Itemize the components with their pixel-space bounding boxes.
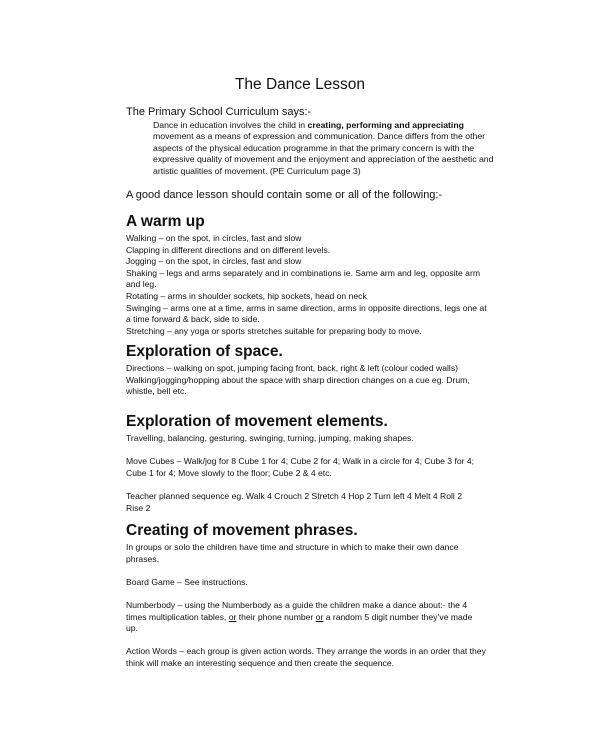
space-line: Directions – walking on spot, jumping facing front, back, right & left (colour coded walls) [126, 363, 458, 373]
numberbody-line [126, 612, 526, 624]
phrases-line: phrases. [126, 553, 159, 564]
sequence-line: Rise 2 [126, 502, 151, 513]
space-heading: Exploration of space. [126, 343, 283, 360]
document-title: The Dance Lesson [234, 76, 366, 93]
curriculum-quote-line-5: artistic qualities of movement. (PE Curriculum page 3) [153, 165, 361, 176]
space-line: whistle, bell etc. [126, 386, 187, 397]
movement-line: Travelling, balancing, gesturing, swinging, turning, jumping, making shapes. [126, 433, 414, 443]
action-words-line: think will make an interesting sequence and then create the sequence. [126, 657, 395, 668]
warm-up-line: Stretching – any yoga or sports stretches suitable for preparing body to move. [126, 325, 422, 336]
curriculum-quote-line-3: aspects of the physical education programme in that the primary concern is with the [153, 142, 475, 153]
warm-up-line: Jogging – on the spot, in circles, fast and slow [126, 256, 302, 267]
numberbody-line: up. [126, 623, 138, 634]
paragraph-gap [126, 565, 526, 577]
warm-up-line: Walking – on the spot, in circles, fast and slow [126, 233, 302, 243]
phrases-heading: Creating of movement phrases. [126, 522, 358, 539]
space-list [126, 363, 526, 398]
board-game-line: Board Game – See instructions. [126, 576, 248, 587]
paragraph-gap [126, 588, 526, 600]
action-words-line: Action Words – each group is given action words. They arrange the words in an order that they [126, 646, 486, 657]
move-cubes-line: Move Cubes – Walk/jog for 8 Cube 1 for 4; Cube 2 for 4; Walk in a circle for 4; Cube 3 for 4; [126, 456, 475, 467]
quote-bold-text: creating, performing and appreciating [307, 120, 464, 130]
warm-up-line: Swinging – arms one at a time, arms in same direction, arms in opposite directions, legs one at [126, 302, 487, 313]
curriculum-quote-line-4: expressive quality of movement and the enjoyment and appreciation of the aesthetic and [153, 154, 494, 165]
paragraph-gap [126, 635, 526, 647]
space-line: Walking/jogging/hopping about the space with sharp direction changes on a cue eg. Drum, [126, 374, 470, 385]
warm-up-line: a time forward & back, side to side. [126, 314, 260, 325]
paragraph-gap [126, 479, 526, 491]
movement-content [126, 433, 526, 514]
paragraph-gap [126, 445, 526, 457]
numberbody-line: Numberbody – using the Numberbody as a guide the children make a dance about:- the 4 [126, 599, 468, 610]
warm-up-line: Clapping in different directions and on different levels. [126, 244, 331, 255]
phrases-line: In groups or solo the children have time and structure in which to make their own dance [126, 542, 459, 552]
numberbody-text: times multiplication tables, [126, 611, 229, 622]
curriculum-intro: The Primary School Curriculum says:- [126, 106, 312, 118]
numberbody-text: a random 5 digit number they’ve made [323, 611, 473, 622]
sequence-line: Teacher planned sequence eg. Walk 4 Crouch 2 Stretch 4 Hop 2 Turn left 4 Melt 4 Roll 2 [126, 490, 462, 501]
warm-up-line: Shaking – legs and arms separately and in combinations ie. Same arm and leg, opposite arm [126, 267, 480, 278]
move-cubes-line: Cube 1 for 4; Move slowly to the floor; Cube 2 & 4 etc. [126, 467, 332, 478]
warm-up-line: Rotating – arms in shoulder sockets, hip sockets, head on neck [126, 290, 367, 301]
warm-up-list [126, 233, 526, 337]
movement-heading: Exploration of movement elements. [126, 413, 388, 430]
curriculum-quote-line-2: movement as a means of expression and communication. Dance differs from the other [153, 131, 486, 142]
warm-up-line: and leg. [126, 279, 157, 290]
warm-up-heading: A warm up [126, 213, 205, 230]
quote-text: Dance in education involves the child in [153, 120, 308, 130]
lesson-lead: A good dance lesson should contain some or all of the following:- [126, 189, 443, 201]
underlined-or: or [228, 611, 237, 622]
curriculum-quote-line-1 [153, 120, 464, 131]
phrases-content [126, 542, 526, 670]
numberbody-text: their phone number [236, 611, 316, 622]
underlined-or: or [315, 611, 324, 622]
